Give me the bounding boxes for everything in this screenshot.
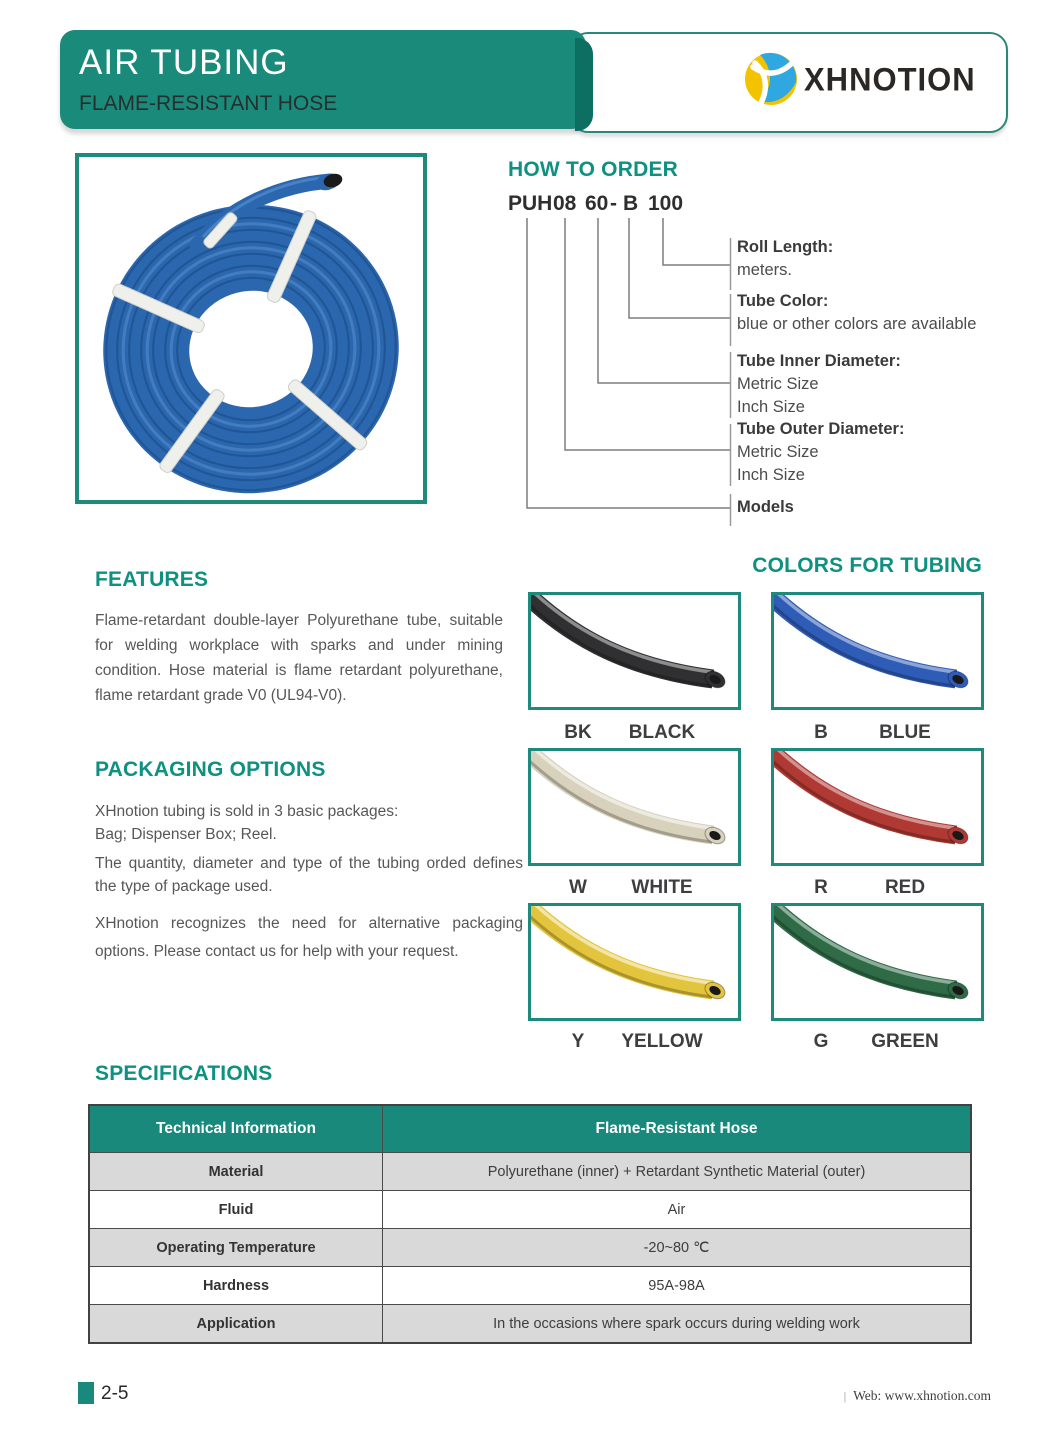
legend-line: meters. <box>737 261 793 279</box>
specs-table-wrap <box>88 1104 972 1344</box>
specs-table <box>88 1104 972 1344</box>
specs-header-cell: Flame-Resistant Hose <box>383 1105 972 1153</box>
legend-roll-length <box>737 236 1007 282</box>
swatch-name: BLUE <box>879 722 931 743</box>
legend-line: Inch Size <box>737 466 805 484</box>
brand-logo-icon <box>744 52 798 111</box>
spec-label: Hardness <box>89 1267 383 1305</box>
footer-page-marker-icon <box>78 1382 94 1404</box>
specs-section-title: SPECIFICATIONS <box>95 1062 273 1085</box>
spec-label: Application <box>89 1305 383 1344</box>
swatch-label-blue <box>771 722 984 746</box>
page-title: AIR TUBING <box>79 43 289 82</box>
product-photo-coiled-hose <box>79 157 423 500</box>
swatch-green <box>771 903 984 1021</box>
legend-title: Models <box>737 498 794 516</box>
packaging-paragraph-3: XHnotion recognizes the need for alternative packaging options. Please contact us for help with your request. <box>95 915 523 960</box>
swatch-black <box>528 592 741 710</box>
features-section-title: FEATURES <box>95 568 209 591</box>
header-banner <box>60 30 586 129</box>
colors-section-title: COLORS FOR TUBING <box>752 554 982 577</box>
legend-line: Metric Size <box>737 375 819 393</box>
features-body: Flame-retardant double-layer Polyurethane tube, suitable for welding workplace with sparks and under mining condition. Hose material is flame retardant polyurethane, flame retardant grade V0 (UL94-V0). <box>95 612 503 704</box>
packaging-section-title: PACKAGING OPTIONS <box>95 758 326 781</box>
spec-label: Material <box>89 1153 383 1191</box>
spec-row-application <box>89 1305 971 1344</box>
legend-title: Tube Color: <box>737 292 829 310</box>
spec-value: Air <box>383 1191 972 1229</box>
legend-tube-color <box>737 290 1007 336</box>
swatch-code: B <box>814 722 828 743</box>
tube-image-blue <box>774 595 981 707</box>
swatch-name: BLACK <box>628 722 696 743</box>
swatch-red <box>771 748 984 866</box>
footer-page-number: 2-5 <box>101 1383 129 1404</box>
swatch-blue <box>771 592 984 710</box>
order-code-color: B <box>623 192 639 215</box>
swatch-code: G <box>813 1031 829 1052</box>
product-photo-frame <box>75 153 427 504</box>
spec-row-hardness <box>89 1267 971 1305</box>
spec-label: Fluid <box>89 1191 383 1229</box>
order-code-inner-diameter: 60 <box>585 192 609 215</box>
legend-line: blue or other colors are available <box>737 315 977 333</box>
spec-value: Polyurethane (inner) + Retardant Synthetic Material (outer) <box>383 1153 972 1191</box>
packaging-paragraph-1 <box>95 800 523 846</box>
swatch-code: Y <box>571 1031 585 1052</box>
swatch-code: W <box>569 877 587 898</box>
swatch-label-red <box>771 877 984 901</box>
legend-line: Metric Size <box>737 443 819 461</box>
spec-row-operating-temperature <box>89 1229 971 1267</box>
swatch-name: WHITE <box>631 877 693 898</box>
tube-image-white <box>531 751 738 863</box>
swatch-name: YELLOW <box>621 1031 703 1052</box>
footer-web-text: Web: www.xhnotion.com <box>853 1388 991 1403</box>
order-code-diagram <box>508 218 748 530</box>
order-code-outer-diameter: 08 <box>553 192 577 215</box>
swatch-yellow <box>528 903 741 1021</box>
legend-tube-inner-diameter <box>737 350 1007 419</box>
legend-line: Inch Size <box>737 398 805 416</box>
spec-value: -20~80 ℃ <box>383 1229 972 1267</box>
order-section-title: HOW TO ORDER <box>508 158 679 181</box>
spec-label: Operating Temperature <box>89 1229 383 1267</box>
legend-title: Tube Inner Diameter: <box>737 352 901 370</box>
tube-image-red <box>774 751 981 863</box>
packaging-paragraph-2: The quantity, diameter and type of the tubing orded defines the type of package used. <box>95 855 523 895</box>
swatch-white <box>528 748 741 866</box>
legend-tube-outer-diameter <box>737 418 1007 487</box>
swatch-label-yellow <box>528 1031 741 1055</box>
footer-divider: | <box>843 1389 847 1403</box>
brand-name: XHNOTION <box>804 61 976 98</box>
legend-models <box>737 496 1007 519</box>
tube-image-yellow <box>531 906 738 1018</box>
spec-row-fluid <box>89 1191 971 1229</box>
specs-header-row <box>89 1105 971 1153</box>
swatch-code: BK <box>564 722 592 743</box>
specs-header-cell: Technical Information <box>89 1105 383 1153</box>
page-subtitle: FLAME-RESISTANT HOSE <box>79 92 338 115</box>
swatch-code: R <box>814 877 828 898</box>
spec-value: 95A-98A <box>383 1267 972 1305</box>
swatch-label-green <box>771 1031 984 1055</box>
swatch-label-white <box>528 877 741 901</box>
spec-row-material <box>89 1153 971 1191</box>
spec-value: In the occasions where spark occurs during welding work <box>383 1305 972 1344</box>
order-code-dash: - <box>610 192 617 215</box>
order-code-length: 100 <box>648 192 684 215</box>
order-code-model: PUH <box>508 192 553 215</box>
swatch-name: RED <box>884 877 926 898</box>
footer-web <box>844 1388 991 1404</box>
swatch-label-black <box>528 722 741 746</box>
legend-title: Tube Outer Diameter: <box>737 420 905 438</box>
legend-title: Roll Length: <box>737 238 834 256</box>
swatch-name: GREEN <box>871 1031 939 1052</box>
tube-image-black <box>531 595 738 707</box>
tube-image-green <box>774 906 981 1018</box>
packaging-line: Bag; Dispenser Box; Reel. <box>95 826 277 843</box>
packaging-line: XHnotion tubing is sold in 3 basic packages: <box>95 803 399 820</box>
